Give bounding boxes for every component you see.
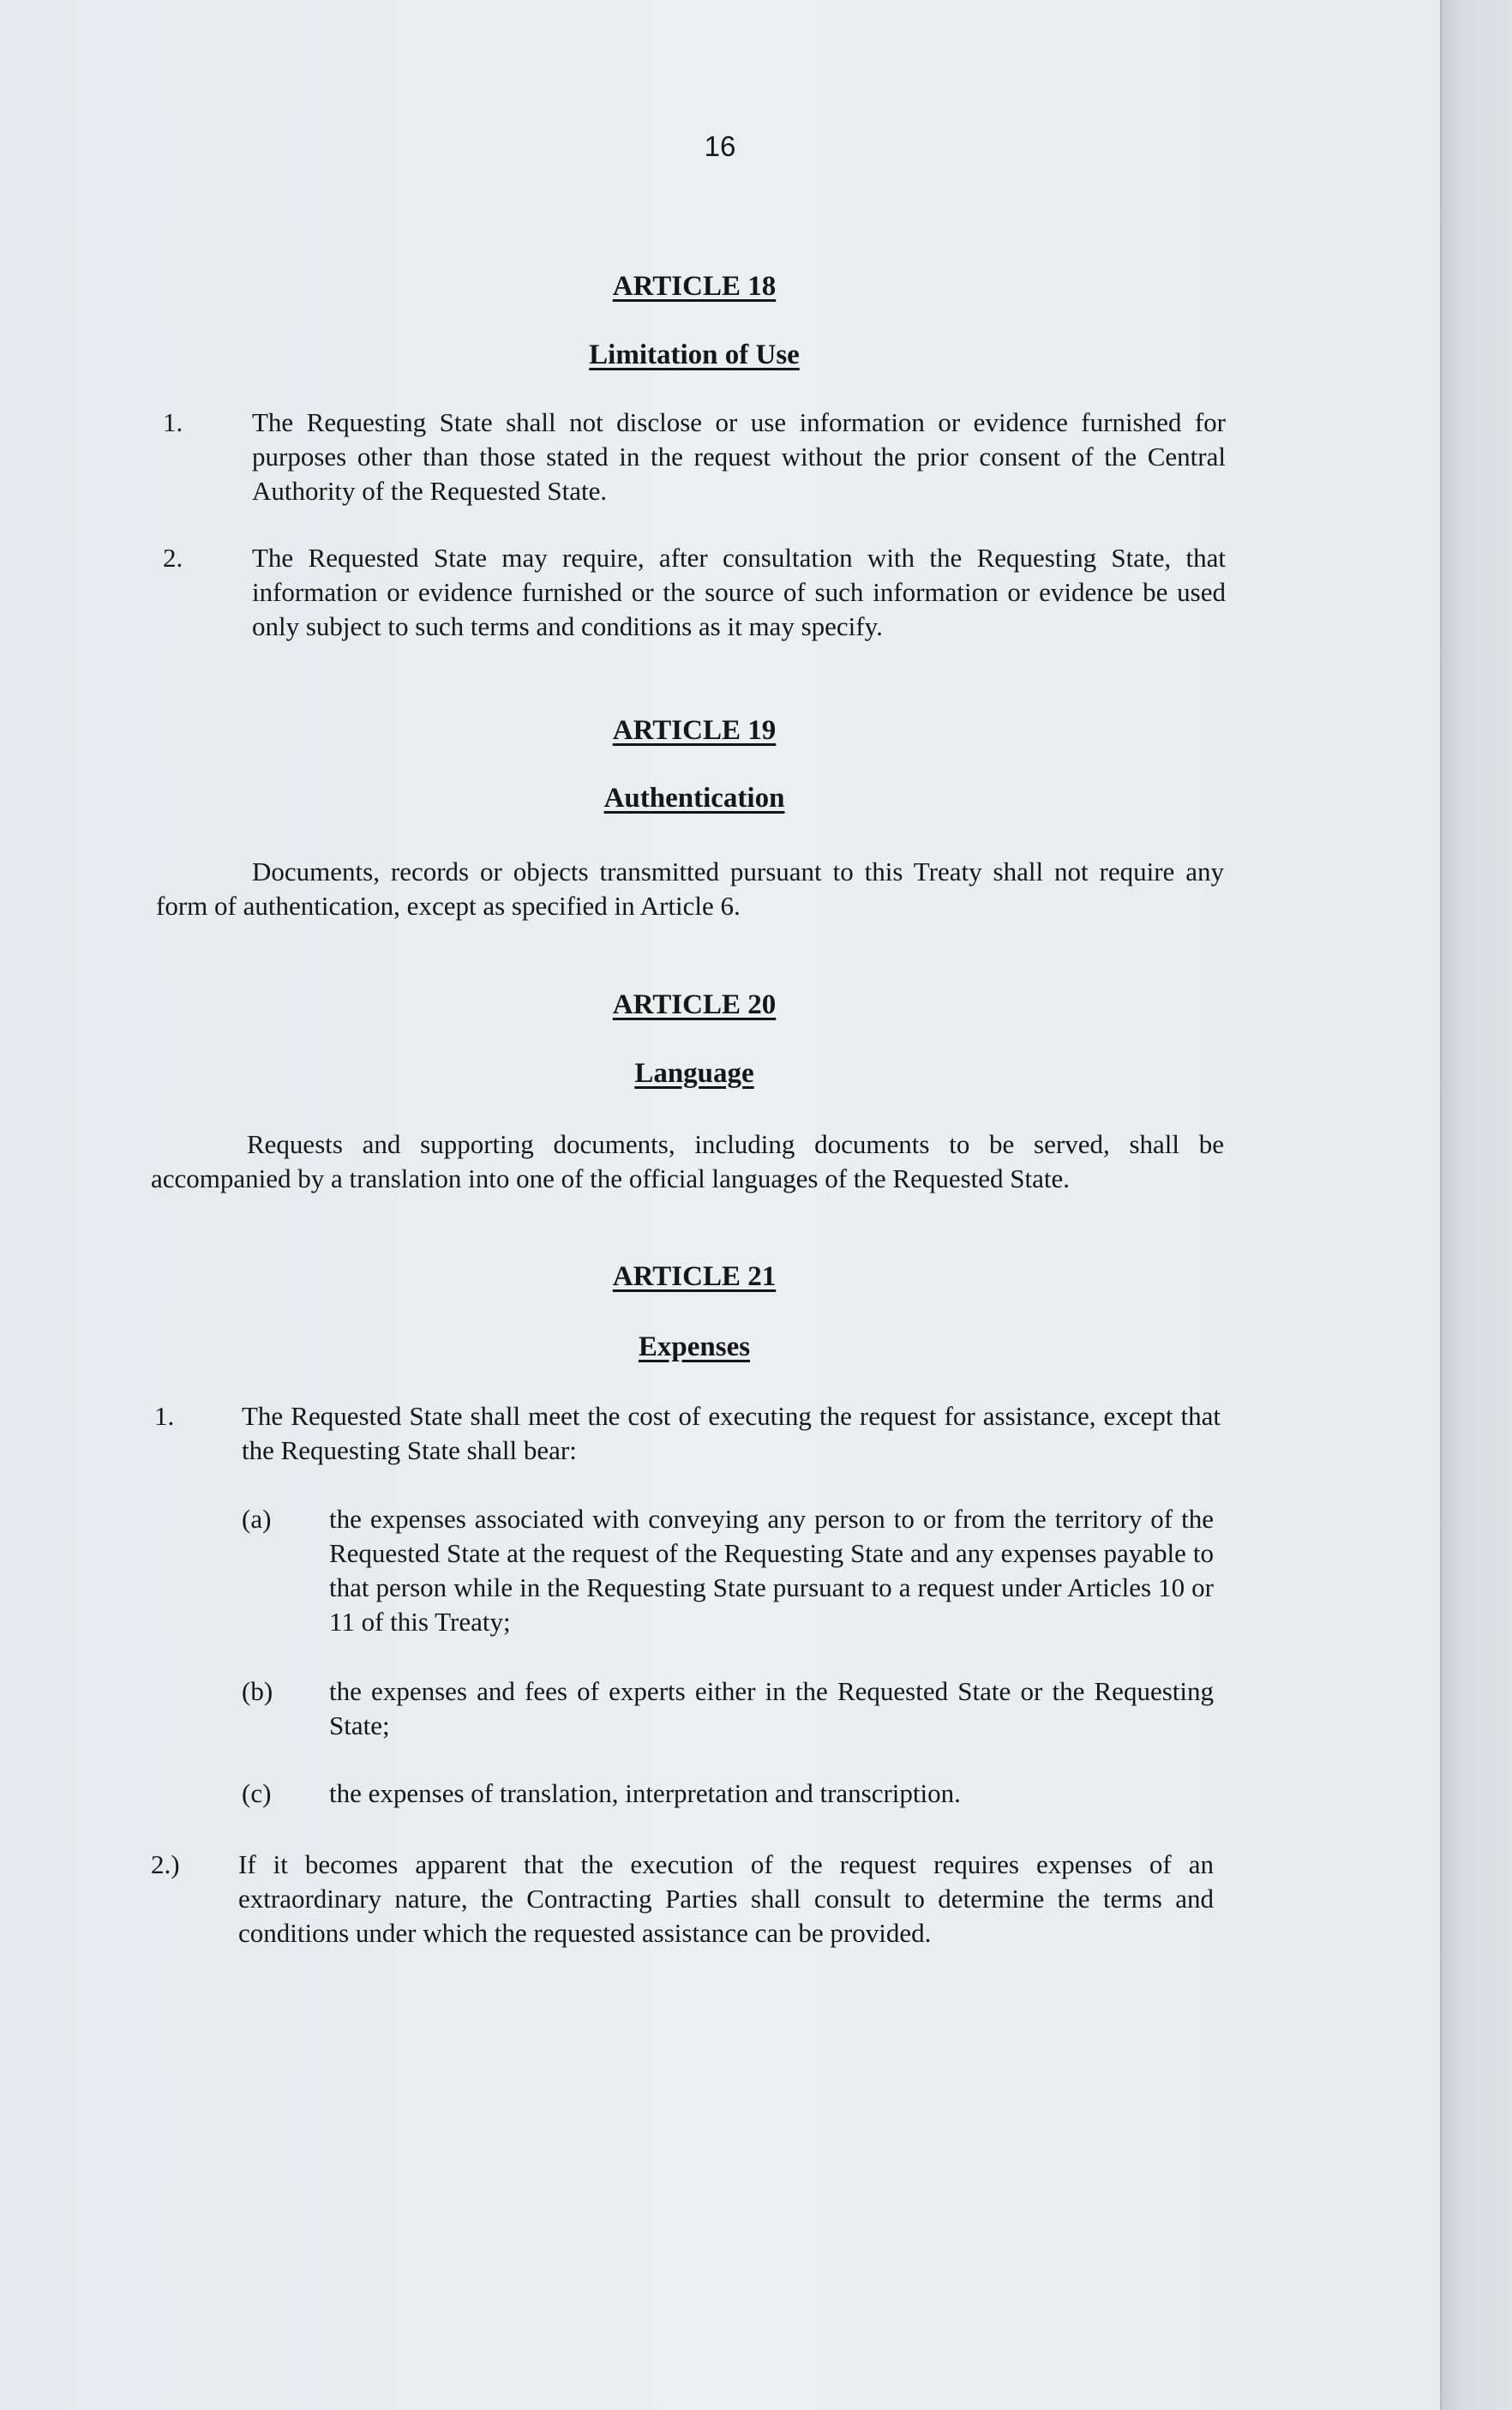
article-20-heading: ARTICLE 20 bbox=[612, 989, 777, 1020]
article-21-item-a-text: the expenses associated with conveying any person to or from the territory of the Requested State at the request of the Requesting State and any expenses payable to that person while in the Requesting State pursuant to a request under Articles 10 or 11 of this Treaty; bbox=[329, 1504, 1214, 1637]
article-21-para-2-number: 2.) bbox=[151, 1849, 180, 1879]
article-21-para-1-number: 1. bbox=[154, 1401, 175, 1431]
page-number: 16 bbox=[704, 130, 736, 162]
article-19-body: Documents, records or objects transmitted pursuant to this Treaty shall not require any form of authentication, except as specified in Article 6. bbox=[156, 856, 1224, 921]
article-20-body: Requests and supporting documents, including documents to be served, shall be accompanied by a translation into one of the official languages of the Requested State. bbox=[151, 1129, 1224, 1193]
article-19-heading: ARTICLE 19 bbox=[612, 715, 777, 746]
article-18-para-1-text: The Requesting State shall not disclose or use information or evidence furnished for purposes other than those stated in the request without the prior consent of the Central Authority of the Requested State. bbox=[252, 407, 1226, 506]
article-21-item-c-text: the expenses of translation, interpretation and transcription. bbox=[329, 1778, 961, 1808]
article-19-subheading: Authentication bbox=[603, 783, 785, 814]
article-21-para-2-text: If it becomes apparent that the execution of the request requires expenses of an extraordinary nature, the Contracting Parties shall consult to determine the terms and conditions under which the requested assistance can be provided. bbox=[238, 1849, 1214, 1948]
page-edge bbox=[1440, 0, 1512, 2410]
article-18-heading: ARTICLE 18 bbox=[612, 271, 777, 302]
article-21-item-b-label: (b) bbox=[242, 1676, 273, 1706]
article-18-para-1-number: 1. bbox=[163, 407, 183, 437]
article-18-para-2-text: The Requested State may require, after consultation with the Requesting State, that information or evidence furnished or the source of such information or evidence be used only subject to such terms and conditions as it may specify. bbox=[252, 543, 1226, 641]
article-18-subheading: Limitation of Use bbox=[589, 340, 800, 370]
article-20-subheading: Language bbox=[634, 1058, 754, 1089]
article-18-para-2-number: 2. bbox=[163, 543, 183, 573]
article-21-item-c-label: (c) bbox=[242, 1778, 272, 1808]
article-21-heading: ARTICLE 21 bbox=[612, 1261, 777, 1292]
article-21-item-a-label: (a) bbox=[242, 1504, 272, 1534]
article-21-item-b-text: the expenses and fees of experts either in the Requested State or the Requesting State; bbox=[329, 1676, 1214, 1740]
article-21-para-1-text: The Requested State shall meet the cost of executing the request for assistance, except that the Requesting State shall bear: bbox=[242, 1401, 1221, 1465]
article-21-subheading: Expenses bbox=[638, 1331, 751, 1362]
